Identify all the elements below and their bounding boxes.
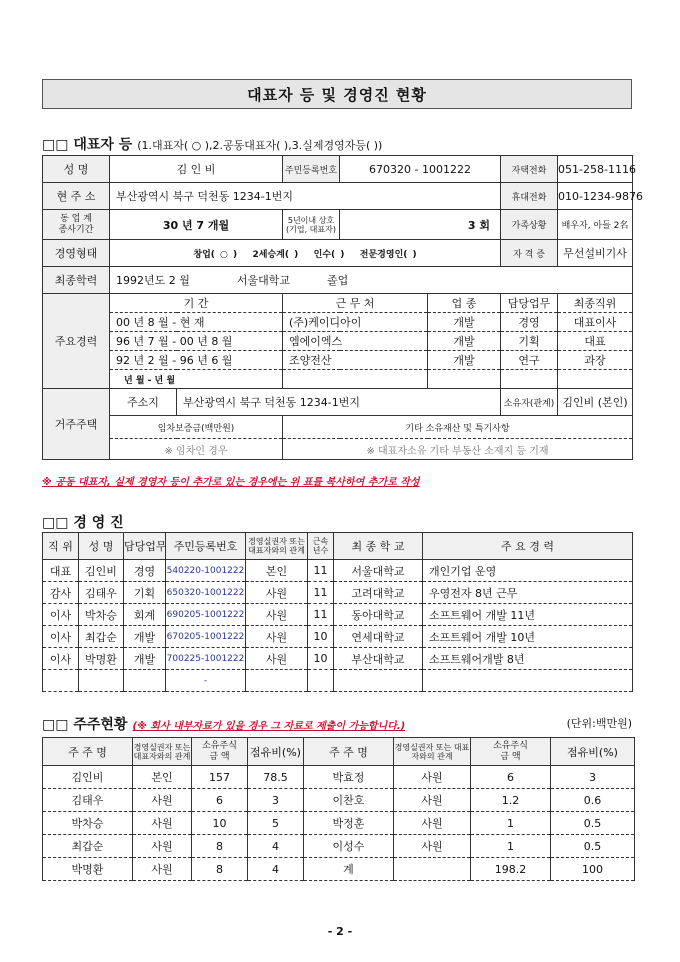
- other-note: ※ 대표자소유 기타 부동산 소재지 등 기재: [283, 439, 633, 460]
- mgmt-header-career: 주 요 경 력: [423, 533, 633, 560]
- address-label: 현 주 소: [43, 183, 110, 210]
- name-label: 성 명: [43, 156, 110, 183]
- license-label: 자 격 증: [501, 240, 558, 267]
- shareholder-relation: 사원: [394, 812, 471, 835]
- mgmt-position: 이사: [43, 626, 79, 648]
- edu-value: [110, 267, 633, 294]
- exp-header-duty: 담당업무: [501, 294, 558, 313]
- home-phone-label: 자택전화: [501, 156, 558, 183]
- shareholder-percent: 78.5: [248, 766, 304, 789]
- shareholder-amount: 8: [192, 835, 248, 858]
- shareholder-row: [43, 766, 635, 789]
- rep-address: 부산광역시 북구 덕천동 1234-1번지: [110, 183, 501, 210]
- mgmt-name: 박명환: [79, 648, 124, 670]
- shareholder-name: 박차승: [43, 812, 133, 835]
- shareholder-amount: 1: [471, 835, 551, 858]
- mgmt-row: [43, 604, 633, 626]
- shareholder-percent: 3: [551, 766, 635, 789]
- shareholder-row: [43, 812, 635, 835]
- mgmt-option-startup[interactable]: 창업( ○ ): [193, 249, 238, 260]
- mobile-label: 휴대전화: [501, 183, 558, 210]
- mgmt-career: 우영전자 8년 근무: [423, 582, 633, 604]
- page-number: - 2 -: [327, 925, 353, 938]
- exp-period: 96 년 7 월 - 00 년 8 월: [110, 332, 283, 351]
- shareholder-percent: 3: [248, 789, 304, 812]
- shareholder-percent: 5: [248, 812, 304, 835]
- shareholder-amount: 6: [471, 766, 551, 789]
- mgmt-duty: 개발: [124, 648, 166, 670]
- exp-company: 엠에이엑스: [283, 332, 428, 351]
- rep-subheading: (1.대표자( ○ ),2.공동대표자( ),3.실제경영자등( )): [137, 139, 383, 152]
- shareholder-relation: 사원: [394, 835, 471, 858]
- mgmt-years: [308, 670, 334, 692]
- share-header-name: 주 주 명: [43, 738, 133, 766]
- share-unit: (단위:백만원): [566, 717, 632, 730]
- share-header-percent: 점유비(%): [248, 738, 304, 766]
- mgmt-id: 700225-1001222: [166, 648, 246, 670]
- family: 배우자, 아들 2名: [558, 210, 633, 240]
- mgmt-relation: 사원: [246, 648, 308, 670]
- exp-header-company: 근 무 처: [283, 294, 428, 313]
- shareholder-row: [43, 858, 635, 881]
- mgmt-header-position: 직 위: [43, 533, 79, 560]
- copy-note: ※ 공동 대표자, 실제 경영자 등이 추가로 있는 경우에는 위 표를 복사하여 추가로 작성: [42, 477, 420, 488]
- exp-industry: 개발: [428, 313, 501, 332]
- edu-date: 1992년도 2 월: [116, 274, 190, 287]
- page-title: 대표자 등 및 경영진 현황: [42, 79, 632, 109]
- shareholder-percent: 4: [248, 858, 304, 881]
- owner-label: 소유자(관계): [501, 389, 558, 416]
- mgmt-school: 고려대학교: [334, 582, 423, 604]
- shareholder-amount: 1.2: [471, 789, 551, 812]
- exp-header-period: 기 간: [110, 294, 283, 313]
- rent-note: ※ 임차인 경우: [110, 439, 283, 460]
- mgmt-relation: 본인: [246, 560, 308, 582]
- deposit-label: 임차보증금(백만원): [110, 416, 283, 439]
- mgmt-header-id: 주민등록번호: [166, 533, 246, 560]
- shareholder-row: [43, 789, 635, 812]
- exp-period: 92 년 2 월 - 96 년 6 월: [110, 351, 283, 370]
- mgmt-row: [43, 670, 633, 692]
- mgmt-position: 이사: [43, 604, 79, 626]
- shareholder-name: 이찬호: [304, 789, 394, 812]
- license: 무선설비기사: [558, 240, 633, 267]
- exp-position: 과장: [558, 351, 633, 370]
- shareholder-amount: 10: [192, 812, 248, 835]
- share-heading-text: □□ 주주현황: [42, 717, 128, 733]
- exp-row: [43, 332, 633, 351]
- shareholder-amount: 6: [192, 789, 248, 812]
- mgmt-relation: [246, 670, 308, 692]
- shareholder-amount: 8: [192, 858, 248, 881]
- shareholder-name: 박명환: [43, 858, 133, 881]
- mgmt-header-years: 근속 년수: [308, 533, 334, 560]
- share-header-relation-2: 경영실권자 또는 대표자와의 관계: [394, 738, 471, 766]
- shareholder-relation: 사원: [133, 789, 192, 812]
- mgmt-options: [110, 240, 501, 267]
- shareholder-relation: 사원: [133, 812, 192, 835]
- mgmt-school: 부산대학교: [334, 648, 423, 670]
- exp-position: [558, 370, 633, 389]
- share-note: (※ 회사 내부자료가 있을 경우 그 자료로 제출이 가능합니다.): [132, 721, 406, 732]
- mgmt-name: 최갑순: [79, 626, 124, 648]
- shareholder-relation: 사원: [133, 835, 192, 858]
- exp-label: 주요경력: [43, 294, 110, 389]
- exp-industry: 개발: [428, 332, 501, 351]
- share-header-amount: 소유주식 금 액: [192, 738, 248, 766]
- exp-industry: [428, 370, 501, 389]
- exp-duty: 경영: [501, 313, 558, 332]
- mgmt-name: 김태우: [79, 582, 124, 604]
- exp-row: [43, 313, 633, 332]
- shareholder-relation: 사원: [133, 858, 192, 881]
- share-header-percent-2: 점유비(%): [551, 738, 635, 766]
- mgmt-relation: 사원: [246, 604, 308, 626]
- exp-period: 00 년 8 월 - 현 재: [110, 313, 283, 332]
- mgmt-table: [42, 532, 633, 692]
- mgmt-years: 11: [308, 604, 334, 626]
- mgmt-years: 10: [308, 648, 334, 670]
- mgmt-position: 감사: [43, 582, 79, 604]
- shareholder-amount: 1: [471, 812, 551, 835]
- mgmt-years: 11: [308, 582, 334, 604]
- rep-table: [42, 155, 643, 460]
- family-label: 가족상황: [501, 210, 558, 240]
- mgmt-career: 소프트웨어 개발 10년: [423, 626, 633, 648]
- shareholder-relation: 사원: [394, 789, 471, 812]
- mgmt-career: 소프트웨어 개발 11년: [423, 604, 633, 626]
- exp-row: [43, 351, 633, 370]
- career-label: 동 업 계 종사기간: [43, 210, 110, 240]
- shareholder-percent: 0.5: [551, 812, 635, 835]
- edu-status: 졸업: [327, 274, 349, 287]
- other-label: 기타 소유재산 및 특기사항: [283, 416, 633, 439]
- shareholder-percent: 100: [551, 858, 635, 881]
- share-section-heading: [42, 714, 638, 734]
- exp-header-industry: 업 종: [428, 294, 501, 313]
- mgmt-duty: [124, 670, 166, 692]
- mgmt-header-name: 성 명: [79, 533, 124, 560]
- mgmt-position: [43, 670, 79, 692]
- mgmt-row: [43, 648, 633, 670]
- shareholder-name: 계: [304, 858, 394, 881]
- exp-duty: 연구: [501, 351, 558, 370]
- mgmt-relation: 사원: [246, 582, 308, 604]
- exp-duty: 기획: [501, 332, 558, 351]
- share-header-relation: 경영실권자 또는 대표자와의 관계: [133, 738, 192, 766]
- exp-duty: [501, 370, 558, 389]
- mgmt-id: 540220-1001222: [166, 560, 246, 582]
- change-label: 5년이내 상호 (기업, 대표자): [283, 210, 340, 240]
- mgmt-header-school: 최 종 학 교: [334, 533, 423, 560]
- shareholder-name: 김인비: [43, 766, 133, 789]
- rep-name: 김 인 비: [110, 156, 283, 183]
- shareholder-relation: 본인: [133, 766, 192, 789]
- mgmt-option-acquisition[interactable]: 인수( ): [313, 249, 345, 260]
- mgmt-row: [43, 626, 633, 648]
- change-count: 3 회: [340, 210, 501, 240]
- mgmt-position: 대표: [43, 560, 79, 582]
- edu-label: 최종학력: [43, 267, 110, 294]
- id-label: 주민등록번호: [283, 156, 340, 183]
- mgmt-id: 650320-1001222: [166, 582, 246, 604]
- exp-position: 대표이사: [558, 313, 633, 332]
- mgmt-option-succession[interactable]: 2세승계( ): [252, 249, 299, 260]
- shareholder-percent: 0.6: [551, 789, 635, 812]
- exp-company: [283, 370, 428, 389]
- shareholder-percent: 0.5: [551, 835, 635, 858]
- shareholder-name: 박효정: [304, 766, 394, 789]
- mgmt-row: [43, 560, 633, 582]
- mgmt-school: 동아대학교: [334, 604, 423, 626]
- rep-section-heading: [42, 134, 382, 154]
- shareholder-relation: [394, 858, 471, 881]
- res-label: 거주주택: [43, 389, 110, 460]
- mgmt-row: [43, 582, 633, 604]
- res-addr-label: [110, 389, 177, 416]
- mgmt-duty: 경영: [124, 560, 166, 582]
- exp-header-position: 최종직위: [558, 294, 633, 313]
- rep-heading-text: □□ 대표자 등: [42, 137, 133, 153]
- mgmt-duty: 기획: [124, 582, 166, 604]
- mobile: 010-1234-9876: [558, 183, 633, 210]
- share-header-name-2: 주 주 명: [304, 738, 394, 766]
- shareholder-name: 최갑순: [43, 835, 133, 858]
- mgmt-option-professional[interactable]: 전문경영인( ): [359, 249, 417, 260]
- shareholder-name: 김태우: [43, 789, 133, 812]
- shareholder-row: [43, 835, 635, 858]
- exp-company: 조양전산: [283, 351, 428, 370]
- mgmt-name: 박차승: [79, 604, 124, 626]
- mgmt-career: [423, 670, 633, 692]
- home-phone: 051-258-1116: [558, 156, 633, 183]
- exp-company: (주)케이디아이: [283, 313, 428, 332]
- mgmt-position: 이사: [43, 648, 79, 670]
- career-duration: 30 년 7 개월: [110, 210, 283, 240]
- shareholder-relation: 사원: [394, 766, 471, 789]
- shareholder-name: 이성수: [304, 835, 394, 858]
- shareholder-amount: 198.2: [471, 858, 551, 881]
- res-addr: 부산광역시 북구 덕천동 1234-1번지: [177, 389, 501, 416]
- shareholder-name: 박정훈: [304, 812, 394, 835]
- exp-industry: 개발: [428, 351, 501, 370]
- mgmt-career: 소프트웨어개발 8년: [423, 648, 633, 670]
- mgmt-school: 서울대학교: [334, 560, 423, 582]
- mgmt-years: 10: [308, 626, 334, 648]
- mgmt-years: 11: [308, 560, 334, 582]
- mgmt-name: [79, 670, 124, 692]
- mgmt-duty: 개발: [124, 626, 166, 648]
- mgmt-id: 670205-1001222: [166, 626, 246, 648]
- shareholder-percent: 4: [248, 835, 304, 858]
- mgmt-header-relation: 경영실권자 또는 대표자와의 관계: [246, 533, 308, 560]
- mgmt-section-heading: □□ 경 영 진: [42, 515, 124, 531]
- mgmt-id: 690205-1001222: [166, 604, 246, 626]
- mgmt-school: 연세대학교: [334, 626, 423, 648]
- mgmt-label: 경영형태: [43, 240, 110, 267]
- mgmt-relation: 사원: [246, 626, 308, 648]
- mgmt-name: 김인비: [79, 560, 124, 582]
- owner: 김인비 (본인): [558, 389, 633, 416]
- share-header-amount-2: 소유주식 금 액: [471, 738, 551, 766]
- mgmt-header-duty: 담당업무: [124, 533, 166, 560]
- rep-id: 670320 - 1001222: [340, 156, 501, 183]
- exp-period: 년 월 - 년 월: [110, 370, 283, 389]
- mgmt-id: -: [166, 670, 246, 692]
- res-addr-label-text: 주소지: [127, 396, 159, 409]
- exp-position: 대표: [558, 332, 633, 351]
- exp-row: [43, 370, 633, 389]
- mgmt-school: [334, 670, 423, 692]
- share-table: [42, 737, 635, 881]
- mgmt-career: 개인기업 운영: [423, 560, 633, 582]
- shareholder-amount: 157: [192, 766, 248, 789]
- edu-school: 서울대학교: [236, 274, 291, 287]
- mgmt-duty: 회계: [124, 604, 166, 626]
